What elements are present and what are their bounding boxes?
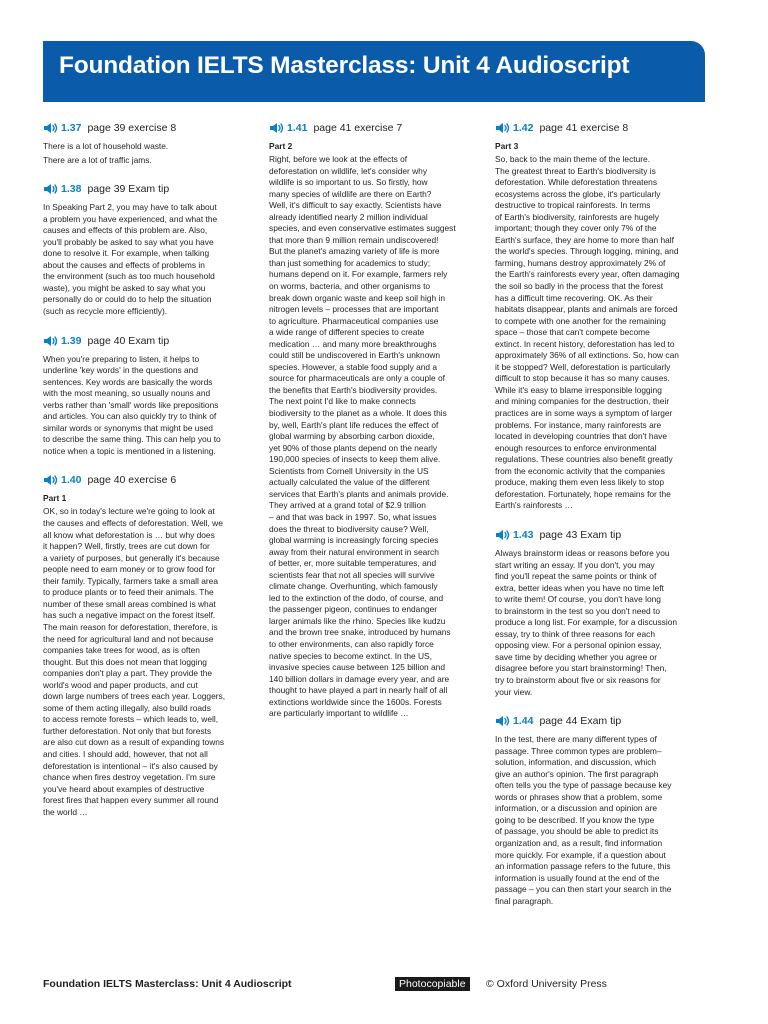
track-heading <box>495 526 711 544</box>
column-1 <box>43 119 255 832</box>
track-number: 1.41 <box>287 122 308 134</box>
audio-track <box>43 471 255 818</box>
track-reference: page 41 exercise 8 <box>539 122 629 134</box>
part-label: Part 3 <box>495 141 519 151</box>
transcript-paragraph: In the test, there are many different types of passage. Three common types are problem– solution, information, and discussion, which give an author's opinion. The first paragraph often tells you the type of passage because key words or phrases show that a problem, some information, or a discussion and opinion are going to be described. If you know the type of passage, you should be able to predict its organization and, as a result, find information more quickly. For example, if a question about an information passage refers to the future, this information is usually found at the end of the passage – you can then start your search in the final paragraph. <box>495 734 672 906</box>
speaker-icon <box>495 715 512 727</box>
copyright: © Oxford University Press <box>486 978 607 990</box>
page-title: Foundation IELTS Masterclass: Unit 4 Audioscript <box>59 52 630 79</box>
speaker-icon <box>269 122 286 134</box>
track-heading <box>43 332 255 350</box>
track-reference: page 41 exercise 7 <box>313 122 403 134</box>
track-number: 1.38 <box>61 183 82 196</box>
track-number: 1.43 <box>513 528 534 541</box>
track-reference: page 40 Exam tip <box>87 334 170 347</box>
footer-title: Foundation IELTS Masterclass: Unit 4 Audioscript <box>43 978 292 990</box>
track-heading <box>269 119 482 137</box>
track-heading <box>43 471 255 489</box>
speaker-icon <box>43 474 60 486</box>
track-reference: page 39 Exam tip <box>87 183 170 196</box>
track-heading <box>43 180 255 198</box>
track-number: 1.44 <box>513 715 534 728</box>
part-label: Part 2 <box>269 141 293 151</box>
track-reference: page 39 exercise 8 <box>87 122 177 134</box>
speaker-icon <box>43 183 60 195</box>
part-label: Part 1 <box>43 493 67 504</box>
track-number: 1.37 <box>61 122 82 134</box>
audio-track <box>43 119 255 166</box>
speaker-icon <box>43 335 60 347</box>
transcript-paragraph: OK, so in today's lecture we're going to look at the causes and effects of deforestation. Well, we all know what deforestation is … but why does it happen? Well, firstly, trees are cut down for a variety of purposes, but generally it's because people need to earn money or to grow food for their family. Typically, farmers take a small area to produce plants or to feed their animals. The number of these small areas combined is what has such a negative impact on the forest itself. The main reason for deforestation, therefore, is the need for agricultural land and not because companies take trees for wood, as is often thought. But this does not mean that logging companies don't play a part. They provide the world's wood and paper products, and cut down large numbers of trees each year. Loggers, some of them acting illegally, also build roads to access remote forests – which leads to, well, further deforestation. Not only that but forests are also cut down as a result of expanding towns and cities. I should add, however, that not all deforestation is intentional – it's also caused by chance when fires destroy vegetation. I'm sure you've heard about examples of destructive forest fires that happen every summer all round the world … <box>43 506 226 817</box>
audio-track <box>495 712 711 907</box>
audio-track <box>43 180 255 317</box>
speaker-icon <box>43 122 60 134</box>
track-reference: page 44 Exam tip <box>539 715 622 728</box>
transcript-paragraph: There is a lot of household waste. <box>43 141 169 151</box>
track-number: 1.39 <box>61 334 82 347</box>
header-banner <box>43 41 705 102</box>
speaker-icon <box>495 122 512 134</box>
audio-track <box>269 119 482 720</box>
photocopiable-badge: Photocopiable <box>395 977 470 991</box>
column-2 <box>269 119 482 734</box>
transcript-paragraph: When you're preparing to listen, it helps to underline 'key words' in the questions and sentences. Key words are basically the words with the most meaning, so usually nouns and verbs rather than 'small' words like prepositions and articles. You can also quickly try to think of similar words or synonyms that might be used to describe the same thing. This can help you to notice when a topic is mentioned in a listening. <box>43 353 221 456</box>
transcript-paragraph: In Speaking Part 2, you may have to talk about a problem you have experienced, and what the causes and effects of this problem are. Also, you'll probably be asked to say what you have done to resolve it. For example, when talking about the causes and effects of problems in the environment (such as too much household waste), you might be asked to say what you personally do or could do to help the situation (such as recycle more efficiently). <box>43 202 218 317</box>
audio-track <box>495 119 711 512</box>
transcript-paragraph: Always brainstorm ideas or reasons before you start writing an essay. If you don't, you may find you'll repeat the same points or think of extra, better ideas when you have no time left to write them! Of course, you don't have long to brainstorm in the test so you don't need to produce a long list. For example, for a discussion essay, try to think of three reasons for each opposing view. For a personal opinion essay, save time by deciding whether you agree or disagree before you start brainstorming! Then, try to brainstorm about five or six reasons for your view. <box>495 547 678 697</box>
speaker-icon <box>495 529 512 541</box>
column-3 <box>495 119 711 921</box>
audio-track <box>43 332 255 458</box>
track-number: 1.42 <box>513 122 534 134</box>
transcript-paragraph: So, back to the main theme of the lecture. The greatest threat to Earth's biodiversity is deforestation. While deforestation threatens ecosystems across the globe, it's particularly destructive to tropical rainforests. In terms of Earth's biodiversity, rainforests are hugely important; though they cover only 7% of the Earth's surface, they are home to more than half the world's species. Through logging, mining, and farming, humans destroy approximately 2% of the Earth's rainforests every year, often damaging the soil so badly in the process that the forest has a difficult time recovering. OK. As their habitats disappear, plants and animals are forced to compete with one another for the remaining space – those that can't compete become extinct. In recent history, deforestation has led to approximately 36% of all extinctions. So, how can it be stopped? Well, deforestation is particularly difficult to stop because it has so many causes. While it's easy to blame irresponsible logging and mining companies for the destruction, their practices are in some ways a symptom of larger problems. For instance, many rainforests are located in developing countries that don't have enough resources to enforce environmental regulations. These countries also benefit greatly from the economic activity that the companies produce, making them even less likely to stop deforestation. Fortunately, hope remains for the Earth's rainforests … <box>495 154 680 511</box>
track-heading <box>495 712 711 730</box>
track-reference: page 40 exercise 6 <box>87 474 177 487</box>
transcript-paragraph: Right, before we look at the effects of deforestation on wildlife, let's consider why wildlife is so important to us. So firstly, how many species of wildlife are there on Earth? Well, it's difficult to say exactly. Scientists have already identified nearly 2 million individual species, and even conservative estimates suggest that more than 9 million remain undiscovered! But the planet's amazing variety of life is more than just something for academics to study; humans depend on it. For example, farmers rely on worms, bacteria, and other organisms to break down organic waste and keep soil high in nitrogen levels – processes that are important to agriculture. Pharmaceutical companies use a wide range of different species to create medication … and many more breakthroughs could still be undiscovered in Earth's unknown species. However, a stable food supply and a source for pharmaceuticals are only a couple of the benefits that Earth's biodiversity provides. The next point I'd like to make connects biodiversity to the planet as a whole. It does this by, well, Earth's plant life reduces the effect of global warming by absorbing carbon dioxide, yet 90% of those plants depend on the nearly 190,000 species of insects to keep them alive. Scientists from Cornell University in the US actually calculated the value of the different services that Earth's plants and animals provide. They arrived at a grand total of $2.9 trillion – and that was back in 1997. So, what issues does the threat to biodiversity cause? Well, global warming is increasingly forcing species away from their natural environment in search of better, er, more suitable temperatures, and scientists fear that not all species will survive climate change. Overhunting, which famously led to the extinction of the dodo, of course, and the passenger pigeon, continues to endanger larger animals like the rhino. Species like kudzu and the brown tree snake, introduced by humans to other environments, can also rapidly force native species to become extinct. In the US, invasive species cause between 125 billion and 140 billion dollars in damage every year, and are thought to have played a part in nearly half of all extinctions worldwide since the 1600s. Forests are particularly important to wildlife … <box>269 154 456 719</box>
footer <box>43 977 725 993</box>
track-reference: page 43 Exam tip <box>539 528 622 541</box>
audio-track <box>495 526 711 698</box>
track-heading <box>495 119 711 137</box>
transcript-paragraph: There are a lot of traffic jams. <box>43 154 152 165</box>
track-heading <box>43 119 255 137</box>
track-number: 1.40 <box>61 474 82 487</box>
